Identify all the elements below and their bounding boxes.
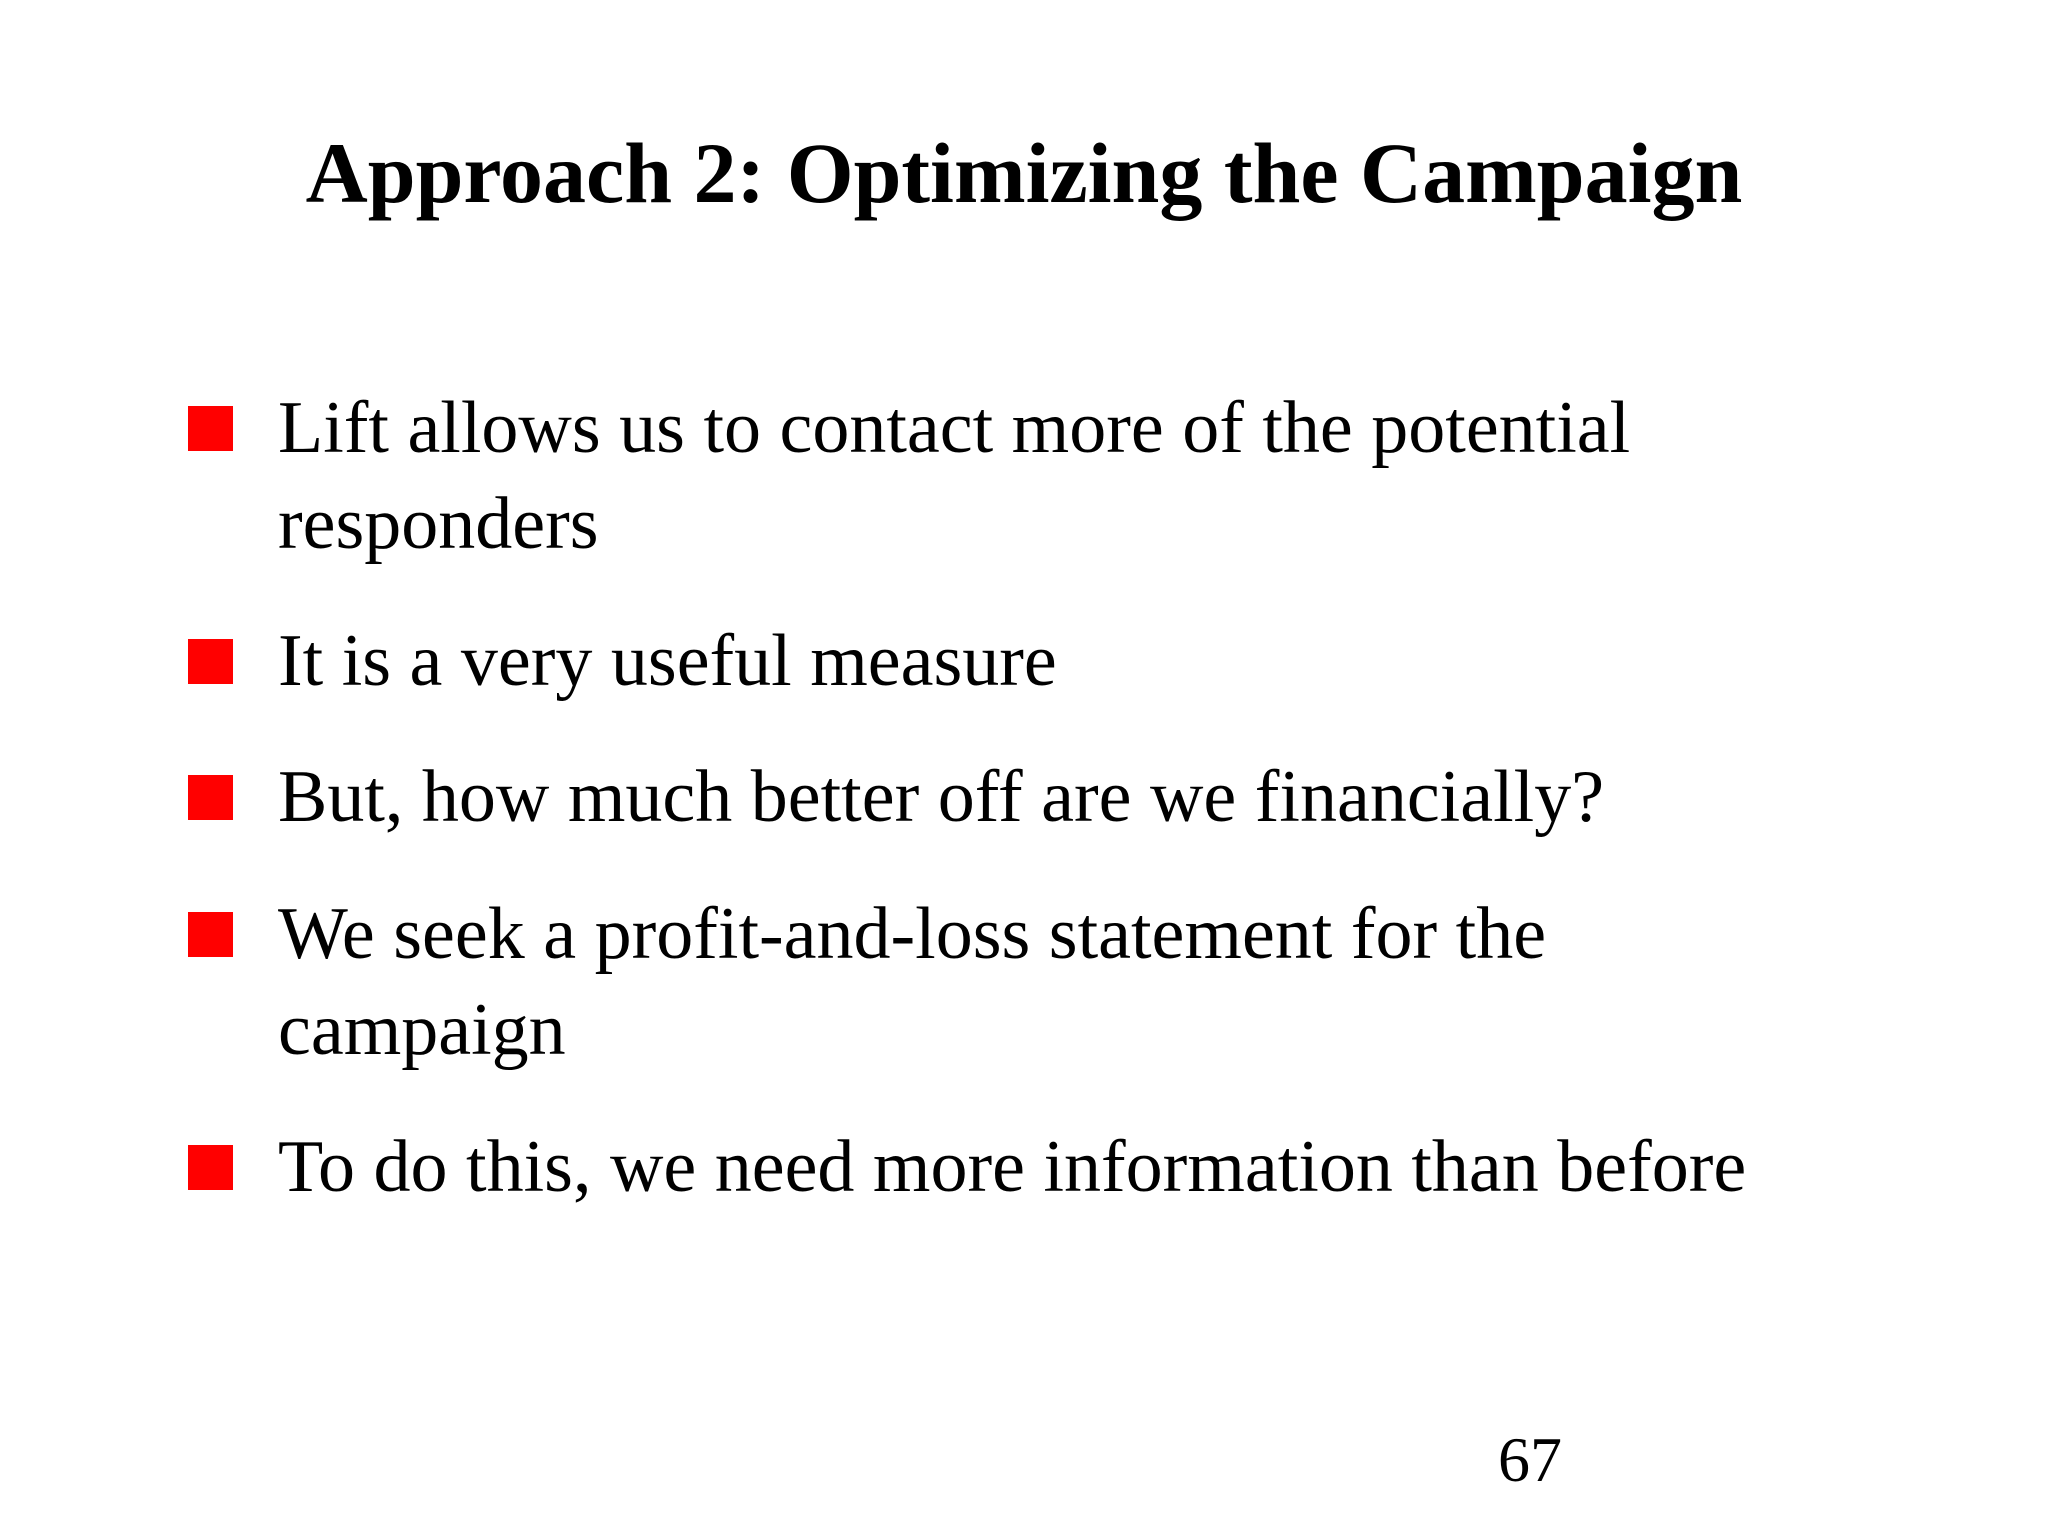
slide-title: Approach 2: Optimizing the Campaign: [305, 125, 1743, 221]
square-bullet-icon: [188, 406, 233, 451]
bullet-text-line: Lift allows us to contact more of the potential: [278, 387, 1631, 469]
bullet-text-line: campaign: [278, 989, 566, 1071]
square-bullet-icon: [188, 639, 233, 684]
bullet-text-line: We seek a profit-and-loss statement for the: [278, 893, 1547, 975]
page-number: 67: [1498, 1424, 1562, 1495]
bullet-text-line: It is a very useful measure: [278, 620, 1057, 702]
square-bullet-icon: [188, 775, 233, 820]
square-bullet-icon: [188, 912, 233, 957]
bullet-text-line: To do this, we need more information than before: [278, 1126, 1747, 1208]
bullet-text-line: But, how much better off are we financially?: [278, 756, 1605, 838]
square-bullet-icon: [188, 1145, 233, 1190]
bullet-text-line: responders: [278, 483, 599, 565]
